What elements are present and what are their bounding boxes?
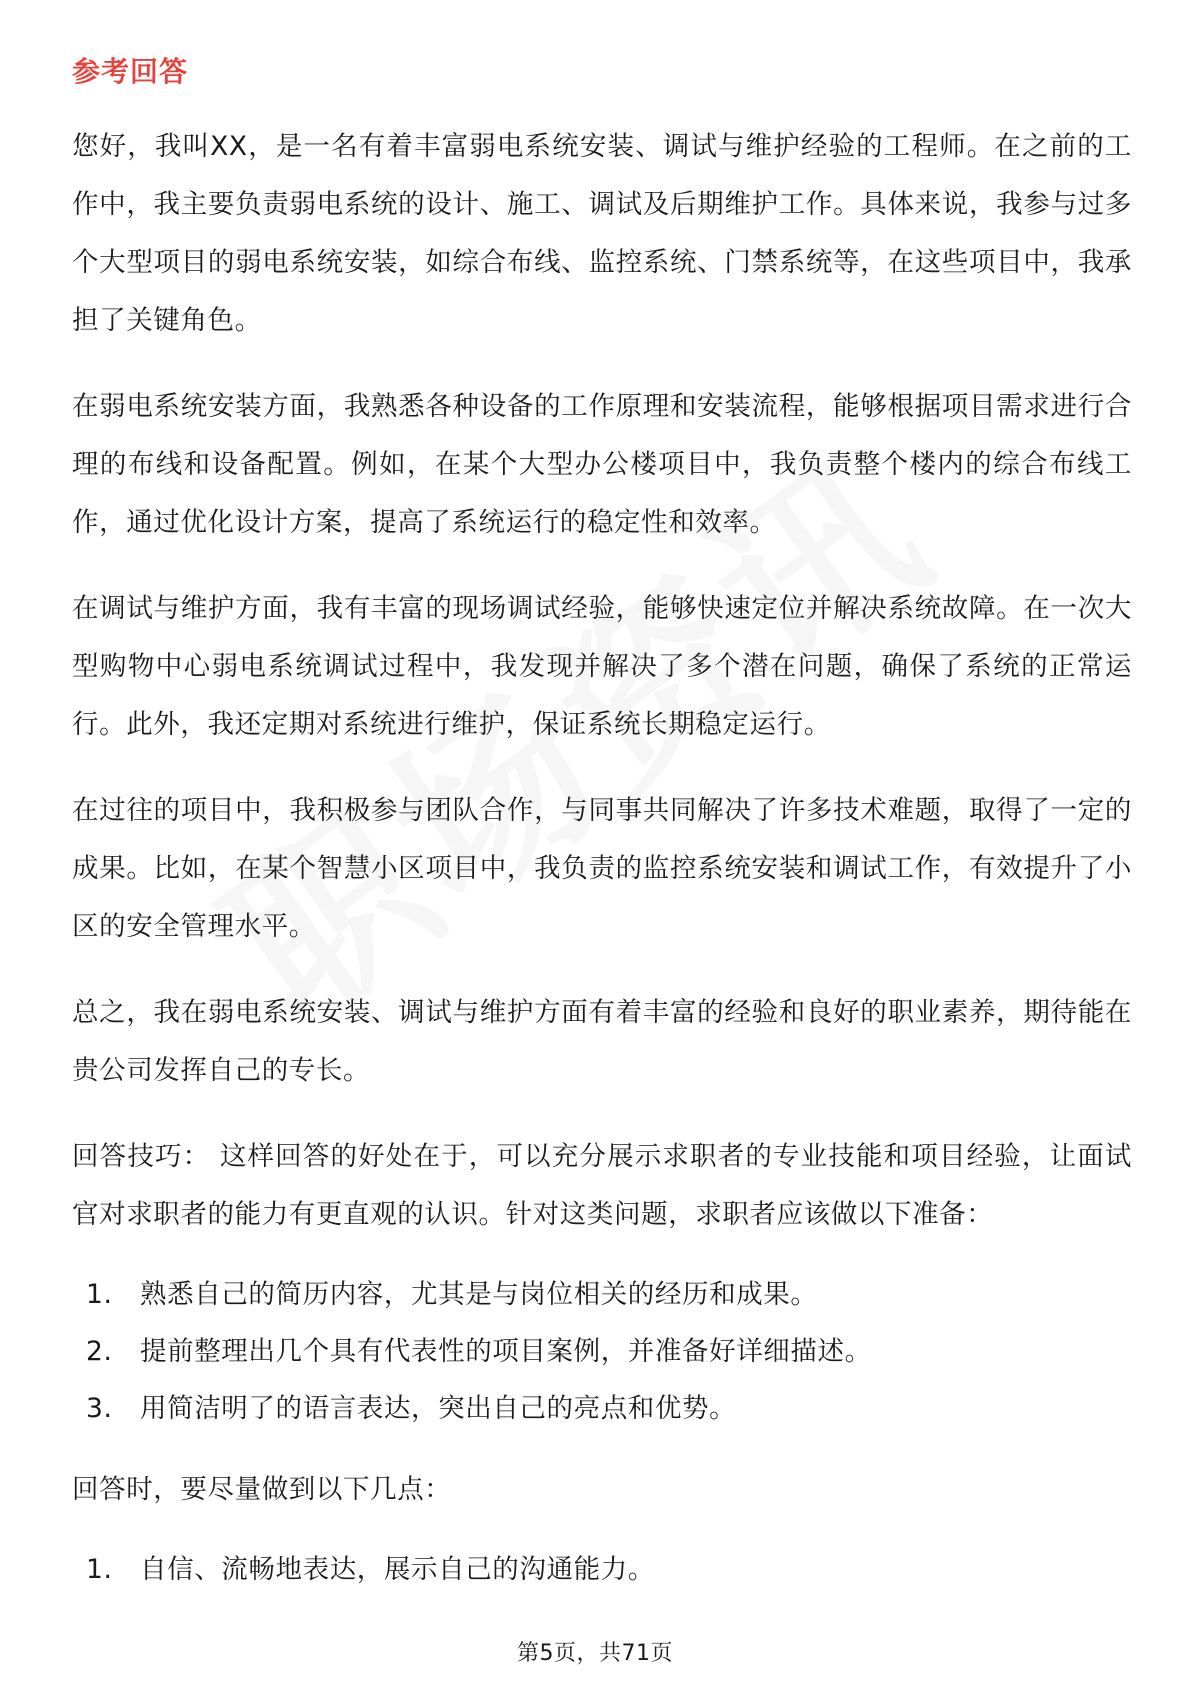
list-item xyxy=(72,1541,1132,1598)
answer-list xyxy=(72,1541,1132,1598)
list-item xyxy=(72,1380,1132,1437)
paragraph-teamwork: 在过往的项目中，我积极参与团队合作，与同事共同解决了许多技术难题，取得了一定的成果。比如，在某个智慧小区项目中，我负责的监控系统安装和调试工作，有效提升了小区的安全管理水平。 xyxy=(72,795,1132,942)
page-number: 第5页，共71页 xyxy=(517,1641,673,1666)
answer-content xyxy=(72,118,1132,1622)
paragraph-summary: 总之，我在弱电系统安装、调试与维护方面有着丰富的经验和良好的职业素养，期待能在贵公司发挥自己的专长。 xyxy=(72,997,1132,1086)
list-item-number: 1. xyxy=(86,1279,113,1310)
list-item-text: 熟悉自己的简历内容，尤其是与岗位相关的经历和成果。 xyxy=(140,1279,818,1310)
list-item-text: 用简洁明了的语言表达，突出自己的亮点和优势。 xyxy=(140,1393,737,1424)
paragraph-tips: 回答技巧： 这样回答的好处在于，可以充分展示求职者的专业技能和项目经验，让面试官对求职者的能力有更直观的认识。针对这类问题，求职者应该做以下准备： xyxy=(72,1141,1132,1230)
list-item-number: 3. xyxy=(86,1393,113,1424)
paragraph-installation: 在弱电系统安装方面，我熟悉各种设备的工作原理和安装流程，能够根据项目需求进行合理的布线和设备配置。例如，在某个大型办公楼项目中，我负责整个楼内的综合布线工作，通过优化设计方案，提高了系统运行的稳定性和效率。 xyxy=(72,391,1132,538)
list-item xyxy=(72,1266,1132,1323)
section-heading: 参考回答 xyxy=(72,55,189,88)
list-item-number: 2. xyxy=(86,1336,113,1367)
list-item-text: 提前整理出几个具有代表性的项目案例，并准备好详细描述。 xyxy=(140,1336,872,1367)
paragraph-debugging: 在调试与维护方面，我有丰富的现场调试经验，能够快速定位并解决系统故障。在一次大型购物中心弱电系统调试过程中，我发现并解决了多个潜在问题，确保了系统的正常运行。此外，我还定期对系统进行维护，保证系统长期稳定运行。 xyxy=(72,593,1132,740)
paragraph-answer-intro: 回答时，要尽量做到以下几点： xyxy=(72,1474,452,1505)
list-item-number: 1. xyxy=(86,1554,113,1585)
list-item xyxy=(72,1323,1132,1380)
list-item-text: 自信、流畅地表达，展示自己的沟通能力。 xyxy=(140,1554,655,1585)
prep-list xyxy=(72,1266,1132,1437)
paragraph-intro: 您好，我叫XX，是一名有着丰富弱电系统安装、调试与维护经验的工程师。在之前的工作中，我主要负责弱电系统的设计、施工、调试及后期维护工作。具体来说，我参与过多个大型项目的弱电系统安装，如综合布线、监控系统、门禁系统等，在这些项目中，我承担了关键角色。 xyxy=(72,131,1132,336)
